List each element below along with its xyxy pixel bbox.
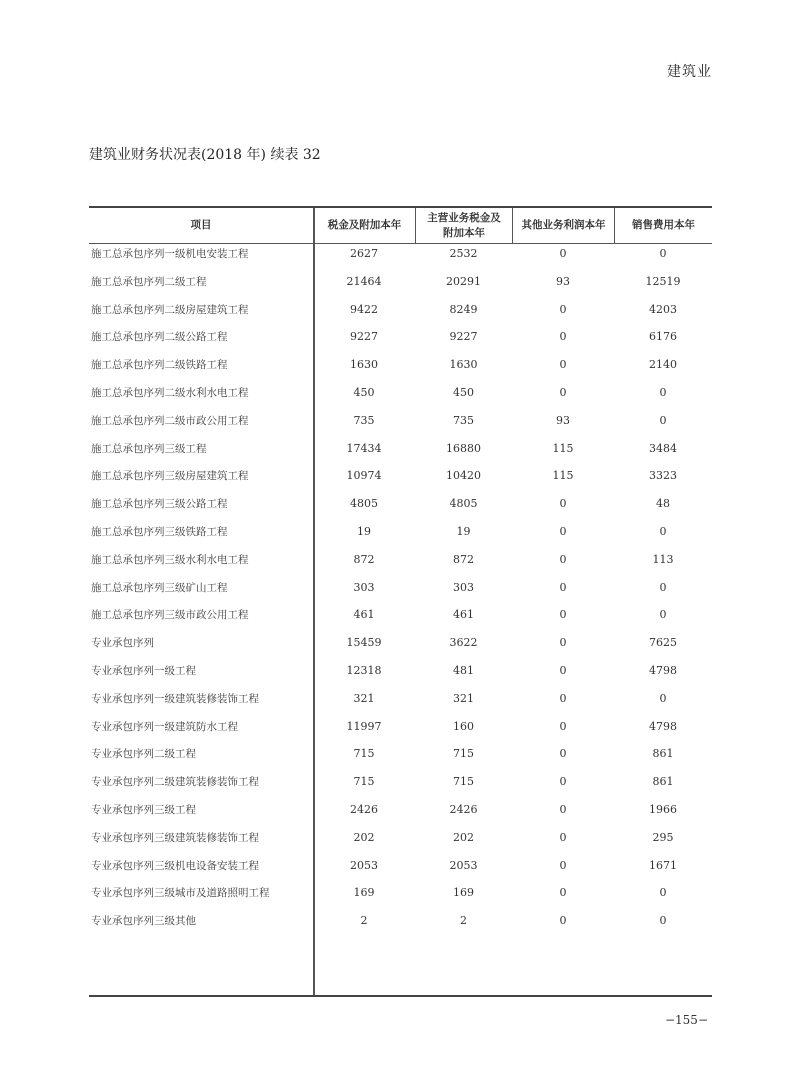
other-business-profit-value: 0 [559,302,567,316]
row-item-label: 专业承包序列 [91,637,154,650]
sales-expense-value: 3484 [649,441,677,455]
row-item-label: 施工总承包序列二级房屋建筑工程 [91,303,249,316]
sales-expense-value: 1966 [649,802,677,816]
row-item-label: 专业承包序列三级工程 [91,803,196,816]
main-business-tax-value: 19 [456,524,471,538]
row-item-label: 专业承包序列一级工程 [91,664,196,677]
table-row [89,634,712,662]
sales-expense-value: 0 [659,413,667,427]
main-business-tax-value: 10420 [446,469,481,483]
tax-surcharge-value: 2627 [350,247,378,260]
table-row [89,495,712,523]
sales-expense-value: 4203 [649,302,677,316]
table-row [89,884,712,912]
table-title: 建筑业财务状况表(2018 年) 续表 32 [89,147,321,163]
table-row [89,467,712,495]
row-item-label: 专业承包序列二级建筑装修装饰工程 [91,776,259,789]
main-business-tax-value: 9227 [449,330,478,344]
row-item-label: 施工总承包序列三级铁路工程 [91,525,228,538]
tax-surcharge-value: 2426 [350,802,378,816]
tax-surcharge-value: 4805 [350,497,378,511]
row-item-label: 专业承包序列三级建筑装修装饰工程 [91,831,259,844]
row-item-label: 施工总承包序列三级矿山工程 [91,581,228,594]
row-item-label: 施工总承包序列三级工程 [91,442,207,455]
row-item-label: 施工总承包序列三级市政公用工程 [91,609,249,622]
row-item-label: 施工总承包序列二级公路工程 [91,331,228,344]
tax-surcharge-value: 19 [357,524,371,538]
other-business-profit-value: 0 [559,802,567,816]
other-business-profit-value: 115 [552,441,574,455]
header-main-business-tax [415,208,512,243]
tax-surcharge-value: 2 [360,914,368,928]
row-item-label: 专业承包序列一级建筑装修装饰工程 [91,692,259,705]
main-business-tax-value: 303 [453,580,474,594]
table-row [89,245,712,273]
table-row [89,412,712,440]
sales-expense-value: 0 [659,524,667,538]
sales-expense-value: 0 [659,385,667,399]
main-business-tax-value: 160 [453,719,474,733]
other-business-profit-value: 0 [559,747,567,761]
sales-expense-value: 0 [659,914,667,928]
tax-surcharge-value: 15459 [346,636,382,650]
main-business-tax-value: 461 [453,608,474,622]
sales-expense-value: 295 [652,830,674,844]
row-item-label: 施工总承包序列二级铁路工程 [91,359,228,372]
table-row [89,690,712,718]
other-business-profit-value: 0 [559,914,567,928]
other-business-profit-value: 0 [559,552,567,566]
sales-expense-value: 48 [656,497,670,511]
table-row [89,662,712,690]
main-business-tax-value: 8249 [449,302,478,316]
tax-surcharge-value: 715 [353,775,375,789]
header-sales-expense: 销售费用本年 [614,208,712,243]
sales-expense-value: 861 [652,747,674,761]
other-business-profit-value: 0 [559,636,567,650]
tax-surcharge-value: 735 [353,413,375,427]
main-business-tax-value: 450 [453,385,474,399]
tax-surcharge-value: 17434 [346,441,382,455]
tax-surcharge-value: 303 [353,580,375,594]
other-business-profit-value: 0 [559,858,567,872]
main-business-tax-value: 715 [453,747,474,761]
row-item-label: 施工总承包序列三级水利水电工程 [91,553,249,566]
other-business-profit-value: 115 [552,469,574,483]
tax-surcharge-value: 10974 [346,469,382,483]
main-business-tax-value: 20291 [446,274,481,288]
main-business-tax-value: 872 [453,552,474,566]
table-row [89,356,712,384]
table-row [89,773,712,801]
other-business-profit-value: 93 [556,413,570,427]
sales-expense-value: 7625 [649,636,677,650]
table-row [89,801,712,829]
table-row [89,829,712,857]
tax-surcharge-value: 11997 [346,719,382,733]
other-business-profit-value: 0 [559,385,567,399]
sales-expense-value: 861 [652,775,674,789]
main-business-tax-value: 715 [453,775,474,789]
main-business-tax-value: 2053 [449,858,478,872]
row-item-label: 专业承包序列三级城市及道路照明工程 [91,887,270,900]
tax-surcharge-value: 715 [353,747,375,761]
sales-expense-value: 0 [659,247,667,260]
main-business-tax-value: 2532 [449,247,478,260]
table-row [89,579,712,607]
table-body [89,245,712,940]
table-row [89,384,712,412]
other-business-profit-value: 0 [559,608,567,622]
sales-expense-value: 0 [659,580,667,594]
main-business-tax-value: 2426 [449,802,478,816]
row-item-label: 施工总承包序列三级公路工程 [91,498,228,511]
table-row [89,440,712,468]
other-business-profit-value: 0 [559,358,567,372]
table-header [89,208,712,244]
table-row [89,328,712,356]
sales-expense-value: 12519 [645,274,681,288]
row-item-label: 施工总承包序列一级机电安装工程 [91,248,249,260]
tax-surcharge-value: 872 [353,552,375,566]
tax-surcharge-value: 12318 [346,663,382,677]
sales-expense-value: 113 [652,552,674,566]
main-business-tax-value: 16880 [446,441,481,455]
other-business-profit-value: 0 [559,663,567,677]
sales-expense-value: 2140 [649,358,677,372]
header-main-business-tax-label: 主营业务税金及附加本年 [427,211,501,239]
other-business-profit-value: 0 [559,330,567,344]
tax-surcharge-value: 2053 [350,858,378,872]
table-row [89,912,712,940]
sales-expense-value: 0 [659,691,667,705]
other-business-profit-value: 0 [559,247,567,260]
sales-expense-value: 4798 [649,719,677,733]
main-business-tax-value: 735 [453,413,474,427]
row-item-label: 施工总承包序列二级工程 [91,275,207,288]
table-row [89,273,712,301]
other-business-profit-value: 0 [559,580,567,594]
row-item-label: 施工总承包序列三级房屋建筑工程 [91,470,249,483]
tax-surcharge-value: 1630 [350,358,378,372]
table-row [89,857,712,885]
row-item-label: 专业承包序列三级其他 [91,915,196,928]
header-tax-surcharge: 税金及附加本年 [313,208,415,243]
sales-expense-value: 1671 [649,858,677,872]
row-item-label: 专业承包序列一级建筑防水工程 [91,720,238,733]
sales-expense-value: 0 [659,886,667,900]
row-item-label: 施工总承包序列二级水利水电工程 [91,386,249,399]
other-business-profit-value: 0 [559,775,567,789]
main-business-tax-value: 2 [460,914,467,928]
row-item-label: 专业承包序列三级机电设备安装工程 [91,859,259,872]
sales-expense-value: 3323 [649,469,677,483]
tax-surcharge-value: 9422 [350,302,378,316]
other-business-profit-value: 0 [559,691,567,705]
table-row [89,551,712,579]
main-business-tax-value: 4805 [449,497,478,511]
sales-expense-value: 4798 [649,663,677,677]
tax-surcharge-value: 461 [353,608,375,622]
table-row [89,745,712,773]
other-business-profit-value: 0 [559,497,567,511]
header-item: 项目 [190,219,212,231]
tax-surcharge-value: 9227 [350,330,378,344]
tax-surcharge-value: 321 [353,691,375,705]
table-row [89,718,712,746]
main-business-tax-value: 481 [453,663,474,677]
main-business-tax-value: 202 [453,830,474,844]
main-business-tax-value: 169 [453,886,474,900]
tax-surcharge-value: 21464 [346,274,382,288]
main-business-tax-value: 1630 [449,358,478,372]
tax-surcharge-value: 202 [353,830,375,844]
running-head: 建筑业 [667,64,712,80]
tax-surcharge-value: 450 [353,385,375,399]
tax-surcharge-value: 169 [353,886,375,900]
other-business-profit-value: 93 [556,274,570,288]
sales-expense-value: 0 [659,608,667,622]
table-row [89,523,712,551]
row-item-label: 施工总承包序列二级市政公用工程 [91,414,249,427]
main-business-tax-value: 321 [453,691,474,705]
page-number: −155− [664,1013,708,1027]
other-business-profit-value: 0 [559,524,567,538]
table-row [89,301,712,329]
table-row [89,606,712,634]
other-business-profit-value: 0 [559,719,567,733]
financial-table [89,206,712,997]
other-business-profit-value: 0 [559,886,567,900]
header-other-business-profit: 其他业务利润本年 [512,208,614,243]
other-business-profit-value: 0 [559,830,567,844]
sales-expense-value: 6176 [649,330,677,344]
row-item-label: 专业承包序列二级工程 [91,748,196,761]
main-business-tax-value: 3622 [449,636,478,650]
